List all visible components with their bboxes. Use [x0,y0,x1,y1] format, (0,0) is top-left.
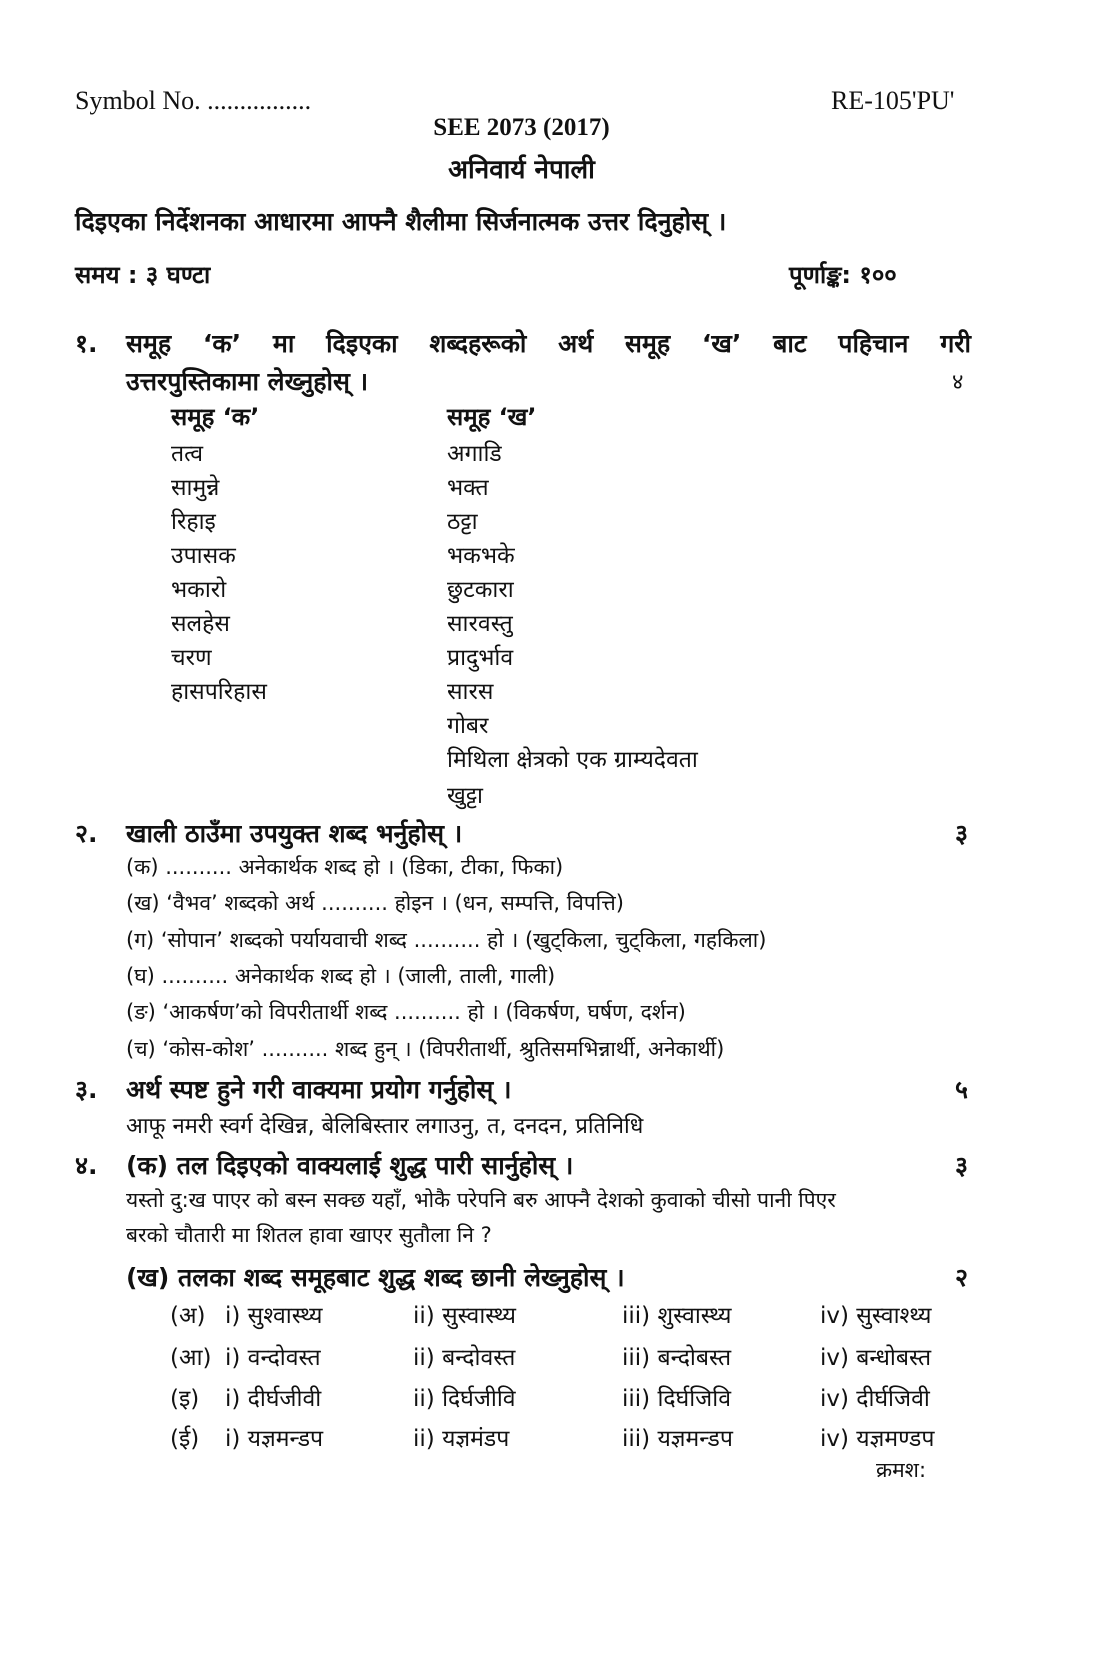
option: iv) यज्ञमण्डप [820,1426,935,1452]
q4a-sentence-line1: यस्तो दु:ख पाएर को बस्न सक्छ यहाँ, भोकै परेपनि बरु आफ्नै देशको कुवाको चीसो पानी पिएर [126,1188,836,1212]
group-b-item: छुटकारा [447,577,514,603]
option: iv) बन्धोबस्त [820,1345,932,1371]
q4b-marks: २ [955,1263,969,1292]
exam-title: SEE 2073 (2017) [433,114,610,141]
option: ii) बन्दोवस्त [413,1345,516,1371]
q2-item: (ङ) ‘आकर्षण’को विपरीतार्थी शब्द .......... हो । (विकर्षण, घर्षण, दर्शन) [126,1000,686,1024]
option: iv) दीर्घजिवी [820,1386,930,1412]
full-marks: पूर्णाङ्क: १०० [789,261,897,289]
option: ii) यज्ञमंडप [413,1426,510,1452]
time-allowed: समय : ३ घण्टा [75,261,211,289]
option: i) यज्ञमन्डप [225,1426,324,1452]
q3-marks: ५ [955,1075,969,1104]
group-a-item: सामुन्ने [171,475,220,501]
q1-marks: ४ [952,370,964,395]
option-row-label: (इ) [170,1386,200,1412]
q2-marks: ३ [955,819,969,848]
group-b-item: मिथिला क्षेत्रको एक ग्राम्यदेवता [447,747,698,773]
group-b-item: ठट्टा [447,509,478,535]
option: iii) दिर्घजिवि [622,1386,731,1412]
group-a-item: हासपरिहास [171,679,267,705]
q3-words: आफू नमरी स्वर्ग देखिन्न, बेलिबिस्तार लगाउनु, त, दनदन, प्रतिनिधि [126,1114,644,1139]
group-a-item: चरण [171,645,212,671]
q1-text-line1: समूह ‘क’ मा दिइएका शब्दहरूको अर्थ समूह ‘ख’ बाट पहिचान गरी [126,329,971,358]
symbol-number: Symbol No. ................ [75,86,312,115]
q2-item: (ख) ‘वैभव’ शब्दको अर्थ .......... होइन । (धन, सम्पत्ति, विपत्ति) [126,891,624,915]
continued-note: क्रमश: [876,1458,927,1482]
group-a-item: रिहाइ [171,509,216,535]
group-a-item: सलहेस [171,611,230,637]
option: iii) बन्दोबस्त [622,1345,732,1371]
q4-number: ४. [75,1151,98,1180]
q3-text: अर्थ स्पष्ट हुने गरी वाक्यमा प्रयोग गर्नुहोस् । [126,1075,512,1104]
option-row-label: (अ) [170,1303,206,1329]
group-b-item: अगाडि [447,441,502,467]
option-row-label: (आ) [170,1345,212,1371]
group-b-item: खुट्टा [447,783,484,809]
q4a-sentence-line2: बरको चौतारी मा शितल हावा खाएर सुतौला नि ? [126,1223,492,1247]
group-a-item: उपासक [171,543,236,569]
option-row-label: (ई) [170,1426,200,1452]
q4a-text: (क) तल दिइएको वाक्यलाई शुद्ध पारी सार्नुहोस् । [126,1151,574,1180]
option: i) सुश्वास्थ्य [225,1303,323,1329]
q4b-text: (ख) तलका शब्द समूहबाट शुद्ध शब्द छानी लेख्नुहोस् । [126,1263,625,1292]
group-b-item: सारस [447,679,494,705]
q1-number: १. [75,329,98,358]
option: iv) सुस्वाश्थ्य [820,1303,932,1329]
group-b-item: सारवस्तु [447,611,513,637]
group-b-item: गोबर [447,713,489,739]
option: ii) दिर्घजीवि [413,1386,516,1412]
q2-number: २. [75,819,98,848]
q1-text-line2: उत्तरपुस्तिकामा लेख्नुहोस् । [126,367,369,396]
q2-text: खाली ठाउँमा उपयुक्त शब्द भर्नुहोस् । [126,819,463,848]
group-b-item: भकभके [447,543,515,569]
paper-code: RE-105'PU' [831,86,955,115]
option: ii) सुस्वास्थ्य [413,1303,517,1329]
general-instruction: दिइएका निर्देशनका आधारमा आफ्नै शैलीमा सिर्जनात्मक उत्तर दिनुहोस् । [75,207,727,236]
subject-title: अनिवार्य नेपाली [448,155,595,185]
option: i) दीर्घजीवी [225,1386,322,1412]
q3-number: ३. [75,1075,98,1104]
group-b-item: प्रादुर्भाव [447,645,514,671]
q2-item: (च) ‘कोस-कोश’ .......... शब्द हुन् । (विपरीतार्थी, श्रुतिसमभिन्नार्थी, अनेकार्थी) [126,1037,725,1061]
option: iii) यज्ञमन्‍डप [622,1426,733,1452]
option: i) वन्दोवस्त [225,1345,321,1371]
group-b-heading: समूह ‘ख’ [447,403,537,431]
group-a-heading: समूह ‘क’ [171,403,260,431]
q2-item: (घ) .......... अनेकार्थक शब्द हो । (जाली, ताली, गाली) [126,964,556,988]
group-b-item: भक्त [447,475,489,501]
q2-item: (ग) ‘सोपान’ शब्दको पर्यायवाची शब्द .......... हो । (खुट्किला, चुट्किला, गहकिला) [126,928,767,952]
q2-item: (क) .......... अनेकार्थक शब्द हो । (डिका, टीका, फिका) [126,855,564,879]
q4a-marks: ३ [955,1151,969,1180]
group-a-item: तत्व [171,441,203,467]
group-a-item: भकारो [171,577,227,603]
option: iii) शुस्वास्थ्य [622,1303,732,1329]
